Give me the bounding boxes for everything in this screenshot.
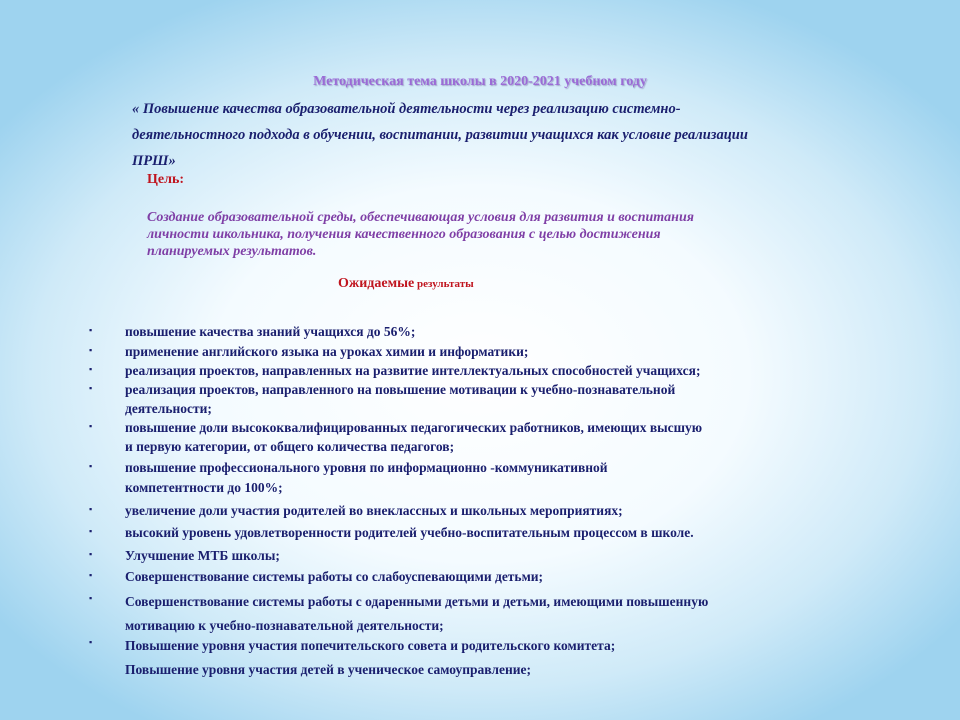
expected-results-heading-main: Ожидаемые — [338, 276, 415, 291]
result-item — [125, 590, 825, 638]
methodical-topic — [132, 96, 832, 174]
bullet-marker: ▪ — [89, 504, 93, 514]
topic-line: « Повышение качества образовательной деятельности через реализацию системно- — [132, 101, 681, 117]
bullet-marker: ▪ — [89, 593, 93, 603]
result-item-line: деятельности; — [125, 401, 212, 416]
result-item-line: Совершенствование системы работы с одаренными детьми и детьми, имеющими повышенную — [125, 594, 709, 609]
result-item-line: и первую категории, от общего количества педагогов; — [125, 439, 455, 454]
result-item-line: повышение профессионального уровня по информационно -коммуникативной — [125, 460, 608, 475]
result-item-line: Повышение уровня участия детей в ученическое самоуправление; — [125, 662, 531, 677]
goal-line: планируемых результатов. — [147, 244, 317, 259]
result-item — [125, 523, 825, 542]
result-item — [125, 546, 825, 565]
result-item-line: повышение качества знаний учащихся до 56%; — [125, 324, 416, 339]
result-item — [125, 501, 825, 520]
result-item — [125, 342, 825, 361]
topic-line: ПРШ» — [132, 153, 176, 169]
result-item — [125, 634, 825, 682]
result-item — [125, 567, 825, 586]
bullet-marker: ▪ — [89, 325, 93, 335]
topic-line: деятельностного подхода в обучении, воспитании, развитии учащихся как условие реализации — [132, 127, 748, 143]
result-item-line: Улучшение МТБ школы; — [125, 548, 280, 563]
result-item-line: Повышение уровня участия попечительского совета и родительского комитета; — [125, 638, 616, 653]
bullet-marker: ▪ — [89, 549, 93, 559]
result-item — [125, 458, 825, 498]
expected-results-heading-small: результаты — [414, 278, 474, 290]
goal-text — [147, 209, 827, 260]
result-item-line: повышение доли высококвалифицированных педагогических работников, имеющих высшую — [125, 420, 703, 435]
bullet-marker: ▪ — [89, 570, 93, 580]
page-title: Методическая тема школы в 2020-2021 учебном году — [313, 74, 647, 89]
bullet-marker: ▪ — [89, 461, 93, 471]
bullet-marker: ▪ — [89, 364, 93, 374]
goal-label: Цель: — [147, 172, 185, 187]
bullet-marker: ▪ — [89, 345, 93, 355]
bullet-marker: ▪ — [89, 383, 93, 393]
result-item-line: реализация проектов, направленных на развитие интеллектуальных способностей учащихся; — [125, 363, 701, 378]
bullet-marker: ▪ — [89, 421, 93, 431]
goal-line: личности школьника, получения качественного образования с целью достижения — [147, 227, 661, 242]
expected-results-heading — [338, 276, 474, 292]
bullet-marker: ▪ — [89, 637, 93, 647]
goal-line: Создание образовательной среды, обеспечивающая условия для развития и воспитания — [147, 210, 694, 225]
result-item — [125, 380, 825, 418]
result-item-line: мотивацию к учебно-познавательной деятельности; — [125, 618, 444, 633]
result-item — [125, 322, 825, 341]
result-item — [125, 361, 825, 380]
result-item-line: применение английского языка на уроках химии и информатики; — [125, 344, 529, 359]
result-item-line: компетентности до 100%; — [125, 480, 283, 495]
result-item-line: Совершенствование системы работы со слабоуспевающими детьми; — [125, 569, 544, 584]
bullet-marker: ▪ — [89, 526, 93, 536]
result-item-line: реализация проектов, направленного на повышение мотивации к учебно-познавательной — [125, 382, 676, 397]
result-item-line: увеличение доли участия родителей во внеклассных и школьных мероприятиях; — [125, 503, 623, 518]
result-item — [125, 418, 825, 456]
result-item-line: высокий уровень удовлетворенности родителей учебно-воспитательным процессом в школе. — [125, 525, 694, 540]
